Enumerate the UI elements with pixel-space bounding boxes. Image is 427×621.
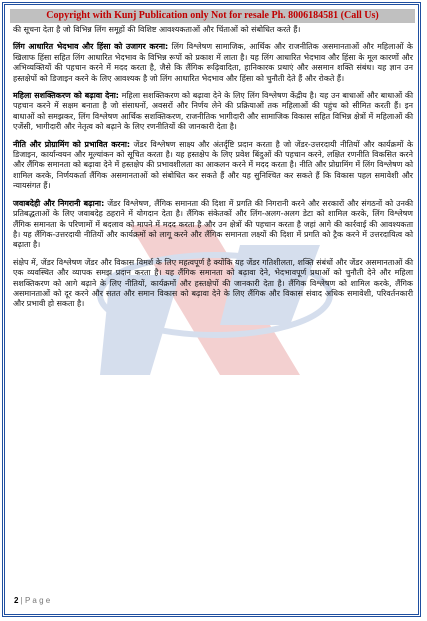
page-footer xyxy=(14,596,50,605)
paragraph-heading: लिंग आधारित भेदभाव और हिंसा को उजागर करना: xyxy=(13,42,169,52)
footer-separator: | xyxy=(18,596,25,605)
paragraph-women-empowerment: महिला सशक्तिकरण को बढ़ावा देना: महिला सशक्तिकरण को बढ़ावा देने के लिए लिंग विश्लेषण केंद्रीय है। यह उन बाधाओं और बाधाओं की पहचान करने में सक्षम बनाता है जो संसाधनों, अवसरों और निर्णय लेने की प्रक्रियाओं तक महिलाओं की पहुंच को सीमित करती हैं। इन बाधाओं को समझकर, लिंग विश्लेषण आर्थिक सशक्तिकरण, राजनीतिक भागीदारी और सामाजिक विकास सहित विभिन्न क्षेत्रों में महिलाओं की एजेंसी, भागीदारी और नेतृत्व को बढ़ाने के लिए रणनीतियों की जानकारी देता है। xyxy=(13,91,413,132)
page-number: 2 xyxy=(14,596,19,605)
paragraph-summary: संक्षेप में, जेंडर विश्लेषण जेंडर और विकास विमर्श के लिए महत्वपूर्ण है क्योंकि यह जेंडर गतिशीलता, शक्ति संबंधों और जेंडर असमानताओं की एक व्यवस्थित और व्यापक समझ प्रदान करता है। यह लैंगिक समानता को बढ़ावा देने, भेदभावपूर्ण प्रथाओं को चुनौती देने और महिला सशक्तिकरण को आगे बढ़ाने के लिए नीतियों, कार्यक्रमों और हस्तक्षेपों की जानकारी देता है। लैंगिक विश्लेषण को शामिल करके, लैंगिक असमानताओं को दूर करने और सतत और समान विकास को बढ़ावा देने के लिए लैंगिक और विकास संवाद अधिक समावेशी, परिवर्तनकारी और प्रभावी हो सकता है। xyxy=(13,257,413,309)
paragraph-intro-continuation: की सूचना देता है जो विभिन्न लिंग समूहों की विशिष्ट आवश्यकताओं और चिंताओं को संबोधित करते हैं। xyxy=(13,25,301,34)
paragraph-gender-discrimination: लिंग आधारित भेदभाव और हिंसा को उजागर करना: लिंग विश्लेषण सामाजिक, आर्थिक और राजनीतिक असमानताओं और महिलाओं के खिलाफ हिंसा सहित लिंग आधारित भेदभाव के विभिन्न रूपों को प्रकाश में लाता है। यह लिंग आधारित भेदभाव और हिंसा के मूल कारणों और अभिव्यक्तियों की पहचान करने में मदद करता है, जैसे कि लैंगिक रूढ़िवादिता, हानिकारक प्रथाएं और असमान शक्ति संबंध। यह ज्ञान उन हस्तक्षेपों को डिजाइन करने के लिए आवश्यक है जो लिंग आधारित भेदभाव और हिंसा को चुनौती देते हैं और रोकते हैं। xyxy=(13,42,413,83)
document-body xyxy=(13,25,413,317)
paragraph-heading: नीति और प्रोग्रामिंग को प्रभावित करना: xyxy=(13,139,131,149)
page-label: P a g e xyxy=(24,596,51,605)
copyright-header: Copyright with Kunj Publication only Not for resale Ph. 8006184581 (Call Us) xyxy=(46,10,379,21)
paragraph-policy-programming: नीति और प्रोग्रामिंग को प्रभावित करना: जेंडर विश्लेषण साक्ष्य और अंतर्दृष्टि प्रदान करता है जो जेंडर-उत्तरदायी नीतियों और कार्यक्रमों के डिजाइन, कार्यान्वयन और मूल्यांकन को सूचित करता है। यह हस्तक्षेप के लिए प्रवेश बिंदुओं की पहचान करने, लक्षित रणनीति विकसित करने और लैंगिक समानता को बढ़ावा देने में हस्तक्षेप की प्रभावशीलता का आकलन करने में मदद करता है। नीति और प्रोग्रामिंग में लिंग विश्लेषण को शामिल करके, निर्णयकर्ता लैंगिक असमानताओं को संबोधित कर सकते हैं और यह सुनिश्चित कर सकते हैं कि विकास पहल समावेशी और न्यायसंगत हैं। xyxy=(13,139,414,191)
paragraph-heading: महिला सशक्तिकरण को बढ़ावा देना: xyxy=(13,91,119,101)
paragraph-heading: जवाबदेही और निगरानी बढ़ाना: xyxy=(13,198,105,208)
paragraph-accountability: जवाबदेही और निगरानी बढ़ाना: जेंडर विश्लेषण, लैंगिक समानता की दिशा में प्रगति की निगरानी करने और सरकारों और संगठनों को उनकी प्रतिबद्धताओं के लिए जवाबदेह ठहराने में योगदान देता है। लैंगिक संकेतकों और लिंग-अलग-अलग डेटा को शामिल करके, लिंग विश्लेषण लैंगिक समानता के परिणामों में बदलाव को मापने में मदद करता है और उन क्षेत्रों की पहचान करता है जहां आगे की कार्रवाई की आवश्यकता है। यह लैंगिक-उत्तरदायी नीतियों और कार्यक्रमों को लागू करने और लैंगिक समानता लक्ष्यों की दिशा में प्रगति को ट्रैक करने में उत्तरदायित्व को बढ़ाता है। xyxy=(13,198,413,250)
